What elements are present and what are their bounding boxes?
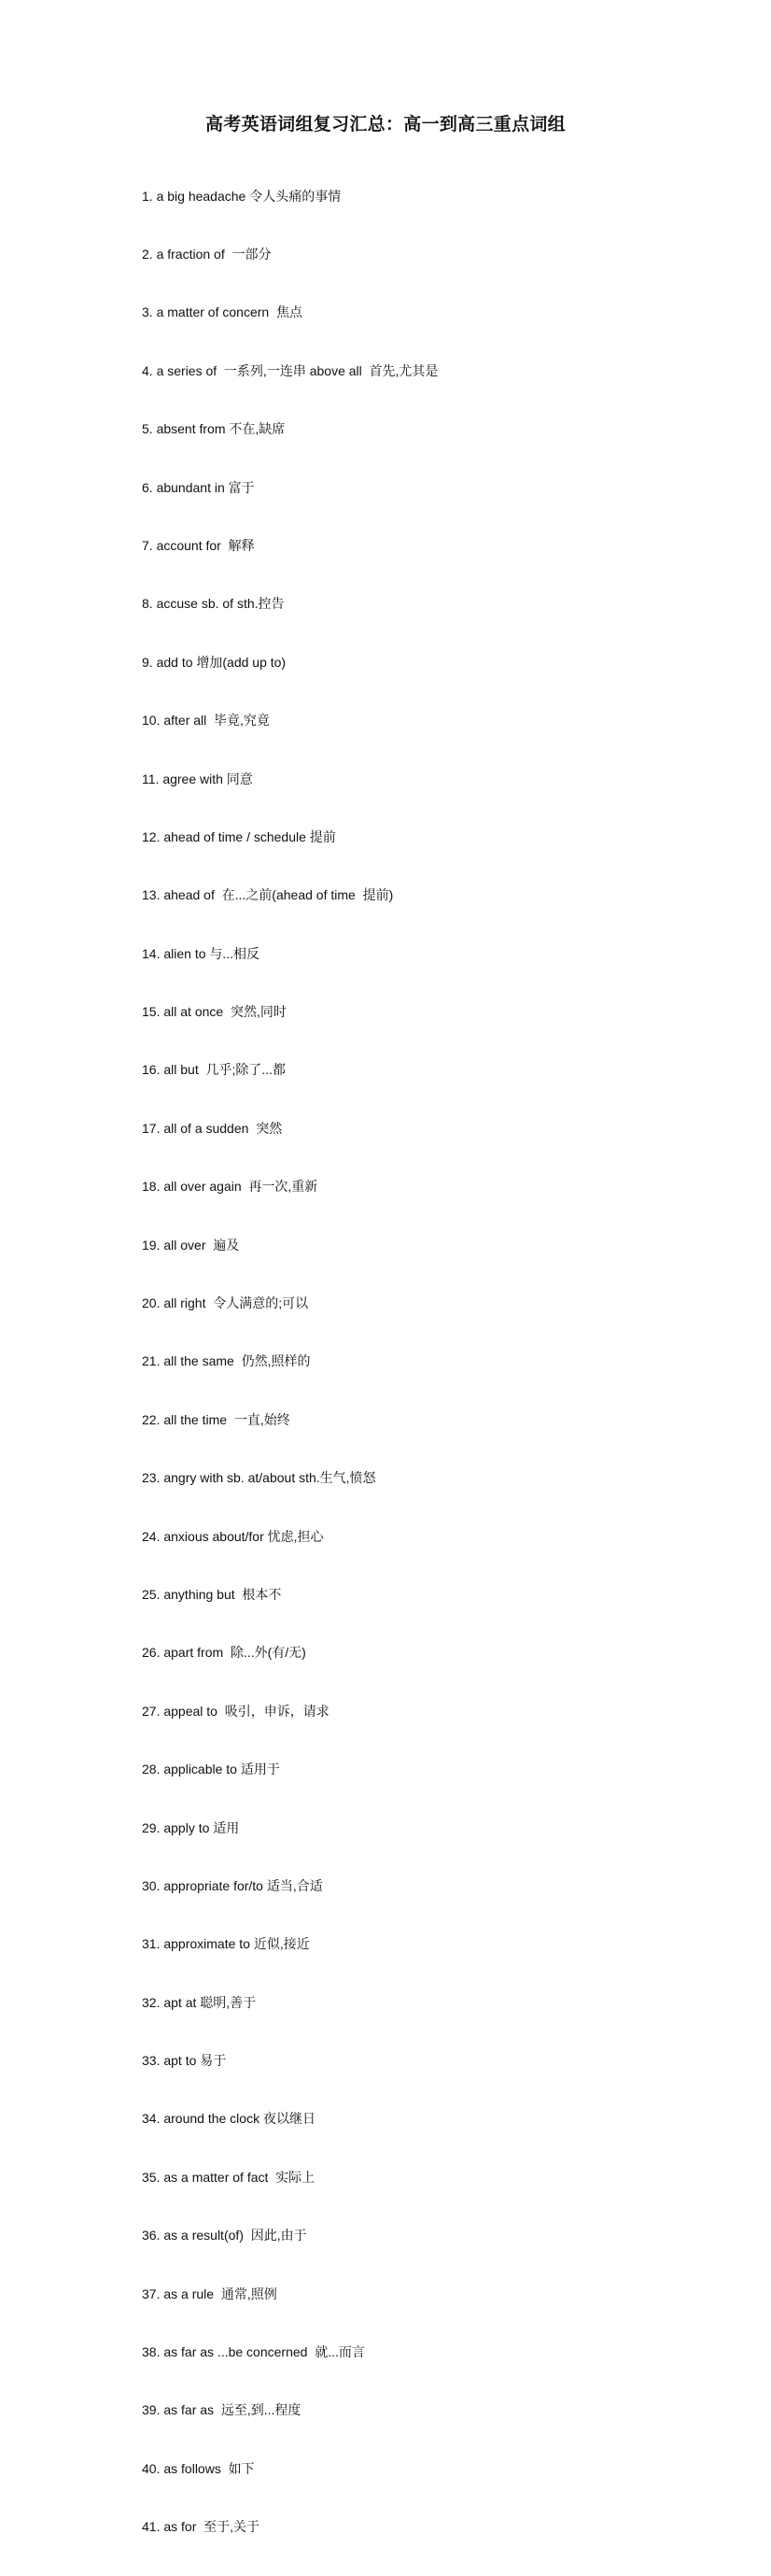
phrase-entry-11: 11. agree with 同意 (142, 771, 253, 786)
phrase-entry-29: 29. apply to 适用 (142, 1819, 240, 1835)
phrase-entry-4: 4. a series of 一系列,一连串 above all 首先,尤其是 (142, 362, 439, 378)
phrase-entry-18: 18. all over again 再一次,重新 (142, 1179, 318, 1195)
phrase-entry-12: 12. ahead of time / schedule 提前 (142, 828, 336, 844)
phrase-entry-31: 31. approximate to 近似,接近 (142, 1936, 310, 1952)
phrase-entry-23: 23. angry with sb. at/about sth.生气,愤怒 (142, 1470, 376, 1486)
phrase-entry-14: 14. alien to 与...相反 (142, 945, 260, 961)
phrase-entry-30: 30. appropriate for/to 适当,合适 (142, 1877, 323, 1893)
phrase-entry-25: 25. anything but 根本不 (142, 1586, 282, 1602)
phrase-entry-33: 33. apt to 易于 (142, 2053, 227, 2069)
phrase-entry-10: 10. after all 毕竟,究竟 (142, 713, 270, 729)
phrase-entry-17: 17. all of a sudden 突然 (142, 1120, 283, 1136)
phrase-entry-7: 7. account for 解释 (142, 537, 255, 553)
phrase-entry-22: 22. all the time 一直,始终 (142, 1411, 290, 1427)
phrase-entry-6: 6. abundant in 富于 (142, 479, 255, 495)
phrase-entry-3: 3. a matter of concern 焦点 (142, 304, 302, 320)
phrase-entry-9: 9. add to 增加(add up to) (142, 654, 287, 670)
phrase-entry-2: 2. a fraction of 一部分 (142, 246, 272, 262)
phrase-entry-24: 24. anxious about/for 忧虑,担心 (142, 1528, 324, 1544)
phrase-entry-34: 34. around the clock 夜以继日 (142, 2111, 315, 2127)
phrase-entry-40: 40. as follows 如下 (142, 2460, 255, 2476)
phrase-entry-36: 36. as a result(of) 因此,由于 (142, 2228, 307, 2243)
document-title: 高考英语词组复习汇总：高一到高三重点词组 (204, 114, 566, 134)
phrase-entry-21: 21. all the same 仍然,照样的 (142, 1353, 311, 1369)
phrase-list (142, 148, 438, 2576)
phrase-entry-32: 32. apt at 聪明,善于 (142, 1994, 257, 2010)
phrase-entry-39: 39. as far as 远至,到...程度 (142, 2402, 301, 2418)
phrase-entry-19: 19. all over 遍及 (142, 1237, 240, 1253)
phrase-entry-38: 38. as far as ...be concerned 就...而言 (142, 2344, 365, 2360)
phrase-entry-27: 27. appeal to 吸引，申诉，请求 (142, 1703, 329, 1719)
phrase-entry-13: 13. ahead of 在...之前(ahead of time 提前) (142, 887, 394, 903)
phrase-entry-5: 5. absent from 不在,缺席 (142, 421, 286, 437)
phrase-entry-28: 28. applicable to 适用于 (142, 1762, 280, 1777)
phrase-entry-41: 41. as for 至于,关于 (142, 2519, 260, 2535)
phrase-entry-37: 37. as a rule 通常,照例 (142, 2286, 277, 2301)
phrase-entry-1: 1. a big headache 令人头痛的事情 (142, 188, 342, 204)
phrase-entry-15: 15. all at once 突然,同时 (142, 1004, 287, 1020)
phrase-entry-26: 26. apart from 除...外(有/无) (142, 1645, 306, 1661)
phrase-entry-20: 20. all right 令人满意的;可以 (142, 1295, 309, 1311)
phrase-entry-35: 35. as a matter of fact 实际上 (142, 2169, 315, 2185)
phrase-entry-8: 8. accuse sb. of sth.控告 (142, 596, 285, 612)
phrase-entry-16: 16. all but 几乎;除了...都 (142, 1062, 287, 1078)
